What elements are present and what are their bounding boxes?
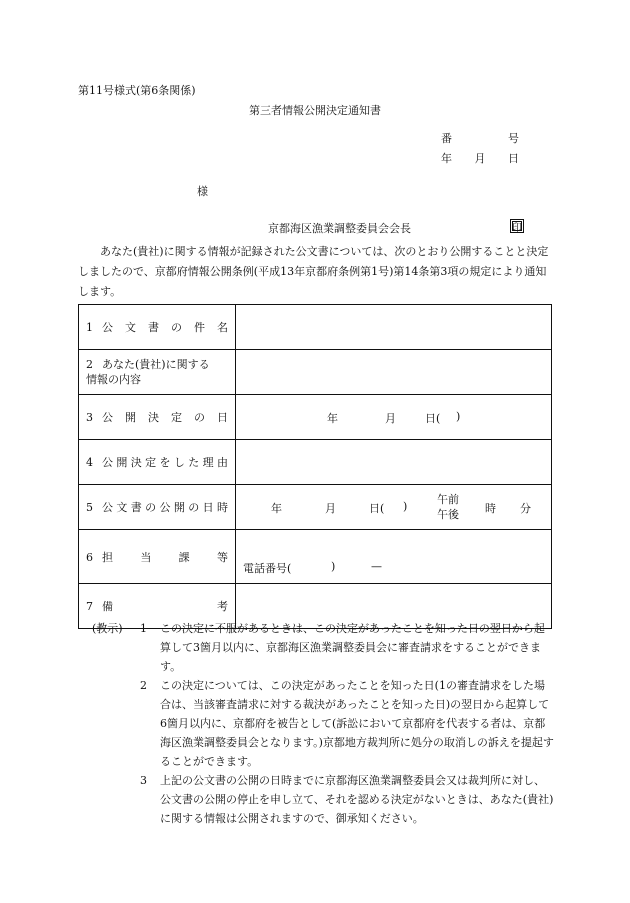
notice-form-table [78, 304, 552, 629]
number-label: 番 [441, 132, 452, 145]
value-document-name [236, 305, 552, 350]
seal-mark [510, 219, 524, 233]
label-decision-reason: 4 公 開 決 定 を し た 理 由 [79, 440, 236, 485]
intro-paragraph [78, 242, 552, 302]
value-contact-dept: 電話番号( ) — [236, 530, 552, 584]
document-title: 第三者情報公開決定通知書 [249, 104, 381, 117]
label-info-content: 2 あなた(貴社)に関する 情報の内容 [79, 350, 236, 395]
date-month-label: 月 [474, 152, 486, 165]
table-row-decision-reason [79, 440, 552, 485]
table-row-info-content [79, 350, 552, 395]
value-disclosure-datetime: 年 月 日( ) 午前 午後 時 分 [236, 485, 552, 530]
addressee-suffix: 様 [197, 185, 208, 198]
instruction-item: 2 この決定については、この決定があったことを知った日(1の審査請求をした場合は、当該審査請求に対する裁決があったことを知った日)の翌日から起算して6箇月以内に、京都府を被告として(訴訟において京都府を代表する者は、京都海区漁業調整委員会となります。)京都地方裁判所に処分の取消しの訴えを提起することができます。 [140, 679, 554, 768]
sender-name: 京都海区漁業調整委員会会長 [268, 222, 411, 235]
ampm-selector: 午前 午後 [437, 493, 459, 521]
seal-text: 印 [512, 222, 522, 234]
instruction-item: 3 上記の公文書の公開の日時までに京都海区漁業調整委員会又は裁判所に対し、公文書の公開の停止を申し立て、それを認める決定がないときは、あなた(貴社)に関する情報は公開されますので、御承知ください。 [140, 774, 554, 825]
table-row-decision-date [79, 395, 552, 440]
label-remarks: 7 備 考 [79, 584, 236, 629]
date-day-label: 日 [508, 152, 519, 165]
value-decision-reason [236, 440, 552, 485]
table-row-disclosure-datetime [79, 485, 552, 530]
instructions-label: (教示) [92, 622, 123, 635]
label-decision-date: 3 公 開 決 定 の 日 [79, 395, 236, 440]
instructions-section [92, 619, 554, 828]
document-number-line [441, 130, 519, 146]
label-contact-dept: 6 担 当 課 等 [79, 530, 236, 584]
table-row-contact-dept [79, 530, 552, 584]
label-disclosure-datetime: 5 公 文 書 の 公 開 の 日 時 [79, 485, 236, 530]
value-info-content [236, 350, 552, 395]
label-document-name: 1 公 文 書 の 件 名 [79, 305, 236, 350]
instruction-item: (教示) 1 この決定に不服があるときは、この決定があったことを知った日の翌日から起算して3箇月以内に、京都海区漁業調整委員会に審査請求をすることができます。 [92, 619, 554, 676]
number-suffix: 号 [508, 132, 519, 145]
document-date-line [441, 150, 519, 166]
form-number: 第11号様式(第6条関係) [78, 84, 196, 97]
date-year-label: 年 [441, 152, 452, 165]
value-decision-date: 年 月 日( ) [236, 395, 552, 440]
table-row-document-name [79, 305, 552, 350]
intro-text: あなた(貴社)に関する情報が記録された公文書については、次のとおり公開することと決定しましたので、京都府情報公開条例(平成13年京都府条例第1号)第14条第3項の規定により通知します。 [78, 245, 549, 298]
